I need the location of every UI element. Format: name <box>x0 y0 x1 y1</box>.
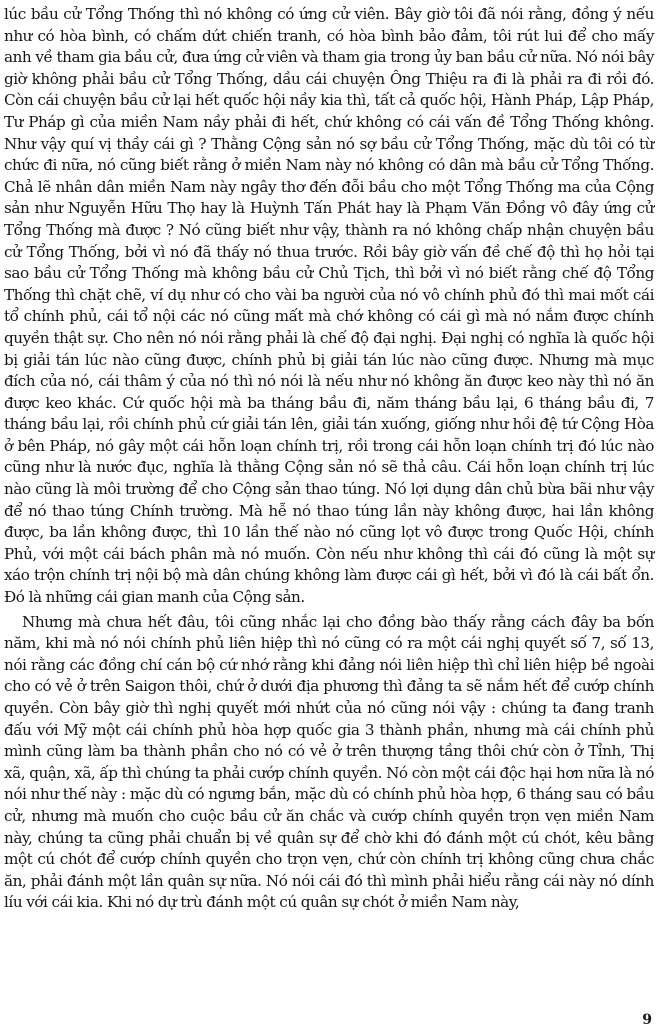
document-page <box>4 4 654 914</box>
paragraph-1: lúc bầu cử Tổng Thống thì nó không có ứng cử viên. Bây giờ tôi đã nói rằng, đồng ý nếu như có hòa bình, có chấm dứt chiến tranh, có hòa bình bảo đảm, tôi rút lui để cho mấy anh về tham gia bầu cử, đưa ứng cử viên và tham gia trong ủy ban bầu cử nữa. Nó nói bây giờ không phải bầu cử Tổng Thống, dầu cái chuyện Ông Thiệu ra đi là phải ra đi rồi đó. Còn cái chuyện bầu cử lại hết quốc hội nầy kia thì, tất cả quốc hội, Hành Pháp, Lập Pháp, Tư Pháp gì của miền Nam nầy phải đi hết, chứ không có cái vấn đề Tổng Thống không. Như vậy quí vị thầy cái gì ? Thằng Cộng sản nó sợ bầu cử Tổng Thống, mặc dù tôi có từ chức đi nữa, nó cũng biết rằng ở miền Nam này nó không có dân mà bầu cử Tổng Thống. Chả lẽ nhân dân miền Nam này ngây thơ đến đỗi bầu cho một Tổng Thống ma của Cộng sản như Nguyễn Hữu Thọ hay là Huỳnh Tấn Phát hay là Phạm Văn Đồng vô đây ứng cử Tổng Thống mà được ? Nó cũng biết như vậy, thành ra nó không chấp nhận chuyện bầu cử Tổng Thống, bởi vì nó đã thấy nó thua trước. Rồi bây giờ vấn đề chế độ thì họ hỏi tại sao bầu cử Tổng Thống mà không bầu cử Chủ Tịch, thì bởi vì nó biết rằng chế độ Tổng Thống thì chặt chẽ, ví dụ như có cho vài ba người của nó vô chính phủ đó thì mai mốt cái tổ chính phủ, cái tổ nội các nó cũng mất mà chớ không có cái gì mà nó nắm được chính quyền thật sự. Cho nên nó nói rằng phải là chế độ đại nghị. Đại nghị có nghĩa là quốc hội bị giải tán lúc nào cũng được, chính phủ bị giải tán lúc nào cũng được. Nhưng mà mục đích của nó, cái thâm ý của nó thì nó nói là nếu như nó không ăn được keo này thì nó ăn được keo khác. Cứ quốc hội mà ba tháng bầu đi, năm tháng bầu lại, 6 tháng bầu đi, 7 tháng bầu lại, rồi chính phủ cứ giải tán lên, giải tán xuống, giống như hồi đệ tứ Cộng Hòa ở bên Pháp, nó gây một cái hỗn loạn chính trị, rồi trong cái hỗn loạn chính trị đó lúc nào cũng như là nước đục, nghĩa là thằng Cộng sản nó sẽ thả câu. Cái hỗn loạn chính trị lúc nào cũng là môi trường để cho Cộng sản thao túng. Nó lợi dụng dân chủ bừa bãi như vậy để nó thao túng Chính trường. Mà hễ nó thao túng lần này không được, hai lần không được, ba lần không được, thì 10 lần thế nào nó cũng lọt vô được trong Quốc Hội, chính Phủ, với một cái bách phân mà nó muốn. Còn nếu như không thì cái đó cũng là một sự xáo trộn chính trị nội bộ mà dân chúng không làm được cái gì hết, bởi vì đó là cái bất ổn. Đó là những cái gian manh của Cộng sản. <box>4 5 654 607</box>
page-number: 9 <box>642 1012 652 1028</box>
paragraph-2: Nhưng mà chưa hết đâu, tôi cũng nhắc lại cho đồng bào thấy rằng cách đây ba bốn năm, khi mà nó nói chính phủ liên hiệp thì nó cũng có ra một cái nghị quyết số 7, số 13, nói rằng các đồng chí cán bộ cứ nhớ rằng khi đảng nói liên hiệp thì chỉ liên hiệp bề ngoài cho có vẻ ở trên Saigon thôi, chứ ở dưới địa phương thì đảng ta sẽ nắm hết để cướp chính quyền. Còn bây giờ thì nghị quyết mới nhứt của nó cũng nói vậy : chúng ta đang tranh đấu với Mỹ một cái chính phủ hòa hợp quốc gia 3 thành phần, nhưng mà cái chính phủ mình cũng làm ba thành phần cho nó có vẻ ở trên thượng tầng thôi chứ còn ở Tỉnh, Thị xã, quận, xã, ấp thì chúng ta phải cướp chính quyền. Nó còn một cái độc hại hơn nữa là nó nói như thế này : mặc dù có ngưng bắn, mặc dù có chính phủ hòa hợp, 6 tháng sau có bầu cử, nhưng mà muốn cho cuộc bầu cử ăn chắc và cướp chính quyền trọn vẹn miền Nam này, chúng ta cũng phải chuẩn bị về quân sự để chờ khi đó đánh một cú chót, kêu bằng một cú chót để cướp chính quyền cho trọn vẹn, chứ còn chính trị không cũng chưa chắc ăn, phải đánh một lần quân sự nữa. Nó nói cái đó thì mình phải hiểu rằng cái này nó dính líu với cái kia. Khi nó dự trù đánh một cú quân sự chót ở miền Nam này, <box>4 612 654 912</box>
